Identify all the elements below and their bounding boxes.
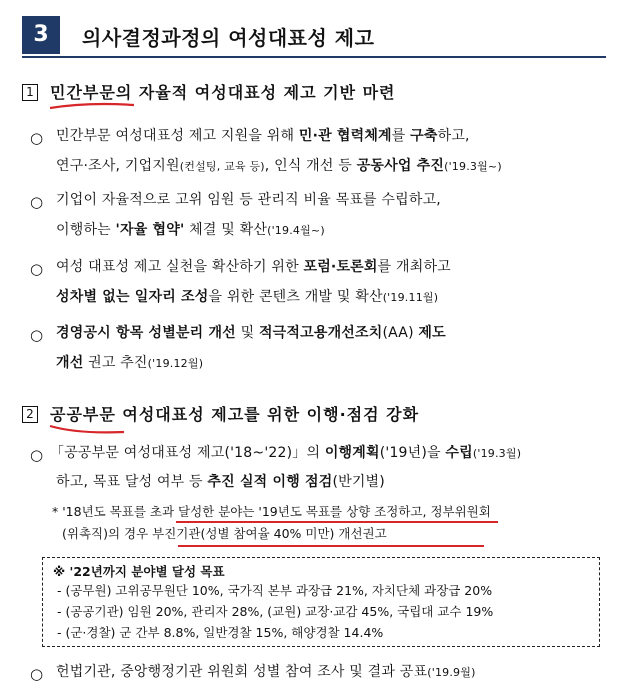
title-divider [22,56,606,58]
text-segment: 권고 추진 [83,355,148,371]
s2-last-item [56,662,476,683]
text-segment: 를 개최하고 [377,259,451,275]
bullet-icon: ○ [30,665,44,683]
red-underline-mark [48,422,128,436]
box-line: - (군·경찰) 군 간부 8.8%, 일반경찰 15%, 해양경찰 14.4% [57,625,384,640]
text-segment: ('19.4월~) [267,224,325,237]
text-segment: ('19.11월) [382,291,439,304]
text-segment: 헌법기관, 중앙행정기관 위원회 성별 참여 조사 및 결과 공표 [56,664,428,680]
box-title: ※ '22년까지 분야별 달성 목표 [53,564,225,579]
text-segment: 를 [391,128,411,144]
text-segment: 여성 대표성 제고 실천을 확산하기 위한 [56,259,304,275]
text-segment: ('19.3월~) [444,160,502,173]
text-segment: 포럼·토론회 [303,259,378,275]
text-segment: 성차별 없는 일자리 조성 [56,289,209,305]
text-segment: 수립 [445,445,473,461]
s1-item-line1 [56,190,441,210]
asterisk-note-line1: * '18년도 목표를 초과 달성한 분야는 '19년도 목표를 상향 조정하고, 정부위원회 [52,504,491,519]
box-line: - (공무원) 고위공무원단 10%, 국가직 본부 과장급 21%, 자치단체 과장급 20% [57,583,493,598]
target-goals-box [42,557,600,647]
box-line: - (공공기관) 임원 20%, 관리자 28%, (교원) 교장·교감 45%, 국립대 교수 19% [57,604,494,619]
section-number-badge: 3 [22,16,60,54]
text-segment: ('19.12월) [147,357,204,370]
bullet-icon: ○ [30,446,44,464]
s1-item-line1 [56,323,446,343]
subsection-2-title: 공공부문 여성대표성 제고를 위한 이행·점검 강화 [50,405,420,424]
text-segment: 적극적고용개선조치 [258,325,383,341]
text-segment: 민·관 협력체계 [298,128,392,144]
text-segment: , 인식 개선 등 [264,158,357,174]
text-segment: ('19.9월) [427,666,476,679]
text-segment: 이행계획 [324,445,380,461]
text-segment: ('19.3월) [472,447,522,460]
text-segment: 경영공시 항목 성별분리 개선 [56,325,236,341]
bullet-icon: ○ [30,129,44,147]
text-segment: 을 위한 콘텐츠 개발 및 확산 [208,289,383,305]
text-segment: 공동사업 추진 [356,158,445,174]
s1-item-line2 [56,220,325,241]
text-segment: '자율 협약' [115,222,185,238]
section-title: 의사결정과정의 여성대표성 제고 [82,26,375,50]
s1-item-line1 [56,257,451,277]
bullet-icon: ○ [30,193,44,211]
text-segment: 체결 및 확산 [184,222,268,238]
s1-item-line1 [56,126,470,146]
s2-item1-line2 [56,472,385,492]
text-segment: 제도 [418,325,446,341]
red-underline-mark [176,521,498,523]
text-segment: 기업이 자율적으로 고위 임원 등 관리직 비율 목표를 수립하고, [56,192,441,208]
text-segment: 하고, [437,128,470,144]
text-segment: 연구·조사, 기업지원 [56,158,180,174]
text-segment: ('19년)을 [379,445,446,461]
s2-item1-line1 [50,443,521,464]
s1-item-line2 [56,353,203,374]
text-segment: (AA) [382,325,419,341]
text-segment: 개선 [56,355,84,371]
text-segment: 민간부문 여성대표성 제고 지원을 위해 [56,128,299,144]
s1-item-line2 [56,156,502,177]
text-segment: 추진 실적 이행 점검 [207,474,333,490]
text-segment: 구축 [410,128,438,144]
red-underline-mark [48,100,138,112]
text-segment: 「공공부문 여성대표성 제고('18~'22)」의 [50,445,325,461]
text-segment: (반기별) [332,474,385,490]
text-segment: 하고, 목표 달성 여부 등 [56,474,208,490]
bullet-icon: ○ [30,326,44,344]
red-underline-mark [178,545,484,547]
text-segment: 및 [235,325,259,341]
text-segment: (컨설팅, 교육 등) [179,160,265,173]
subsection-1-title: 민간부문의 자율적 여성대표성 제고 기반 마련 [50,83,396,102]
s1-item-line2 [56,287,438,308]
asterisk-note-line2: (위촉직)의 경우 부진기관(성별 참여율 40% 미만) 개선권고 [62,526,387,541]
text-segment: 이행하는 [56,222,116,238]
subsection-2-number: 2 [22,406,38,423]
subsection-1-number: 1 [22,84,38,101]
bullet-icon: ○ [30,260,44,278]
